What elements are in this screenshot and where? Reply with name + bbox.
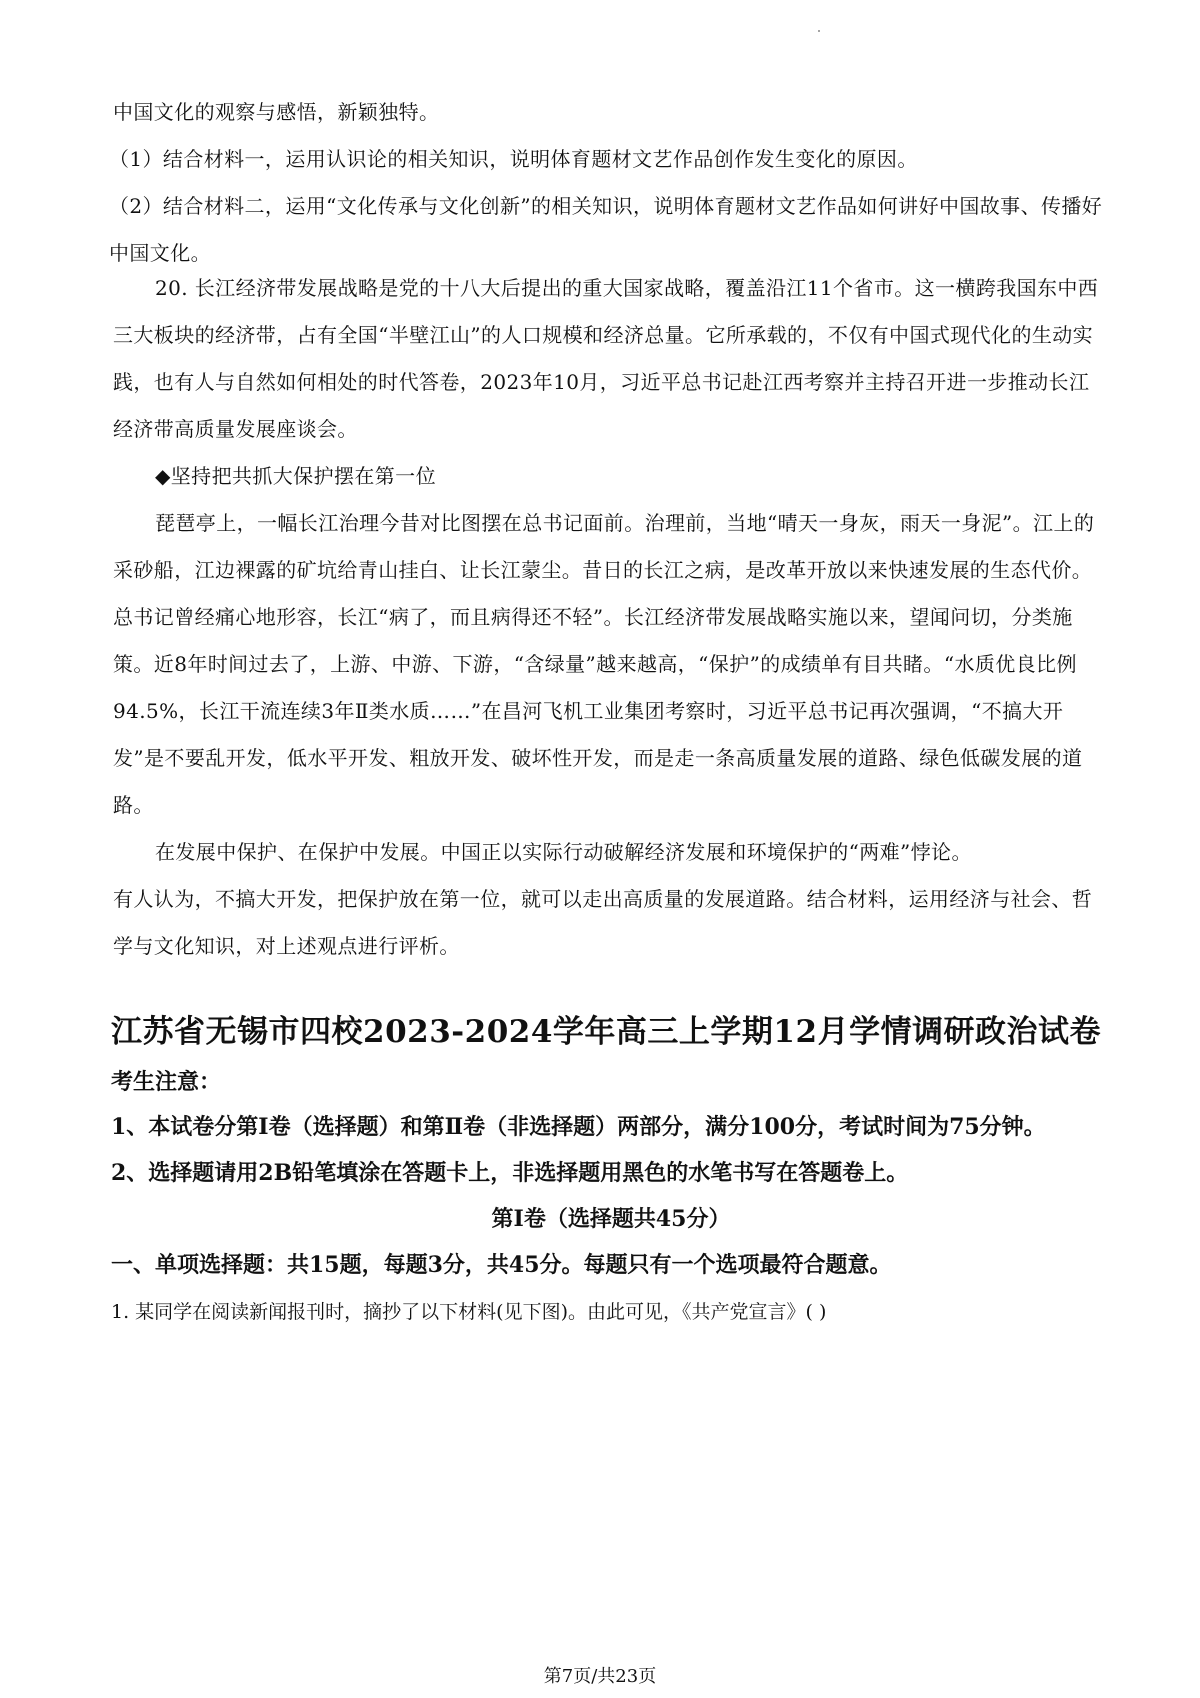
q20-question: 有人认为，不搞大开发，把保护放在第一位，就可以走出高质量的发展道路。结合材料，运用经济与社会、哲学与文化知识，对上述观点进行评析。: [113, 887, 1093, 958]
notice-label: 考生注意：: [111, 1069, 222, 1095]
q20-closing: 在发展中保护、在保护中发展。中国正以实际行动破解经济发展和环境保护的“两难”悖论。: [155, 840, 972, 864]
q20-material: 琵琶亭上，一幅长江治理今昔对比图摆在总书记面前。治理前，当地“晴天一身灰，雨天一身泥”。江上的采砂船，江边裸露的矿坑给青山挂白、让长江蒙尘。昔日的长江之病，是改革开放以来快速发展的生态代价。总书记曾经痛心地形容，长江“病了，而且病得还不轻”。长江经济带发展战略实施以来，望闻问切，分类施策。近8年时间过去了，上游、中游、下游，“含绿量”越来越高，“保护”的成绩单有目共睹。“水质优良比例94.5%，长江干流连续3年Ⅱ类水质……”在昌河飞机工业集团考察时，习近平总书记再次强调，“不搞大开发”是不要乱开发，低水平开发、粗放开发、破坏性开发，而是走一条高质量发展的道路、绿色低碳发展的道路。: [113, 511, 1095, 817]
question-20: [113, 265, 1103, 970]
q20-heading: ◆坚持把共抓大保护摆在第一位: [155, 464, 436, 488]
section-1-heading: 一、单项选择题：共15题，每题3分，共45分。每题只有一个选项最符合题意。: [111, 1252, 892, 1278]
exam-section: [111, 1010, 1111, 1332]
q19-part2: （2）结合材料二，运用“文化传承与文化创新”的相关知识，说明体育题材文艺作品如何讲好中国故事、传播好中国文化。: [109, 194, 1103, 265]
note-2: 2、选择题请用2B铅笔填涂在答题卡上，非选择题用黑色的水笔书写在答题卷上。: [111, 1160, 909, 1186]
continuation-text: 中国文化的观察与感悟，新颖独特。: [113, 100, 440, 124]
scan-dot: [818, 30, 820, 32]
note-1: 1、本试卷分第Ⅰ卷（选择题）和第Ⅱ卷（非选择题）两部分，满分100分，考试时间为75分钟。: [111, 1114, 1046, 1140]
q19-part1: （1）结合材料一，运用认识论的相关知识，说明体育题材文艺作品创作发生变化的原因。: [109, 147, 918, 171]
exam-title: 江苏省无锡市四校2023-2024学年高三上学期12月学情调研政治试卷: [111, 1014, 1102, 1050]
question-1: 1. 某同学在阅读新闻报刊时，摘抄了以下材料(见下图)。由此可见，《共产党宣言》( ): [111, 1301, 827, 1323]
q20-intro: 20. 长江经济带发展战略是党的十八大后提出的重大国家战略，覆盖沿江11个省市。这一横跨我国东中西三大板块的经济带，占有全国“半壁江山”的人口规模和经济总量。它所承载的，不仅有中国式现代化的生动实践，也有人与自然如何相处的时代答卷，2023年10月，习近平总书记赴江西考察并主持召开进一步推动长江经济带高质量发展座谈会。: [113, 276, 1099, 441]
question-19-tail: [109, 89, 1103, 277]
part1-title: 第Ⅰ卷（选择题共45分）: [491, 1206, 731, 1232]
page-number: 第7页/共23页: [543, 1666, 657, 1687]
